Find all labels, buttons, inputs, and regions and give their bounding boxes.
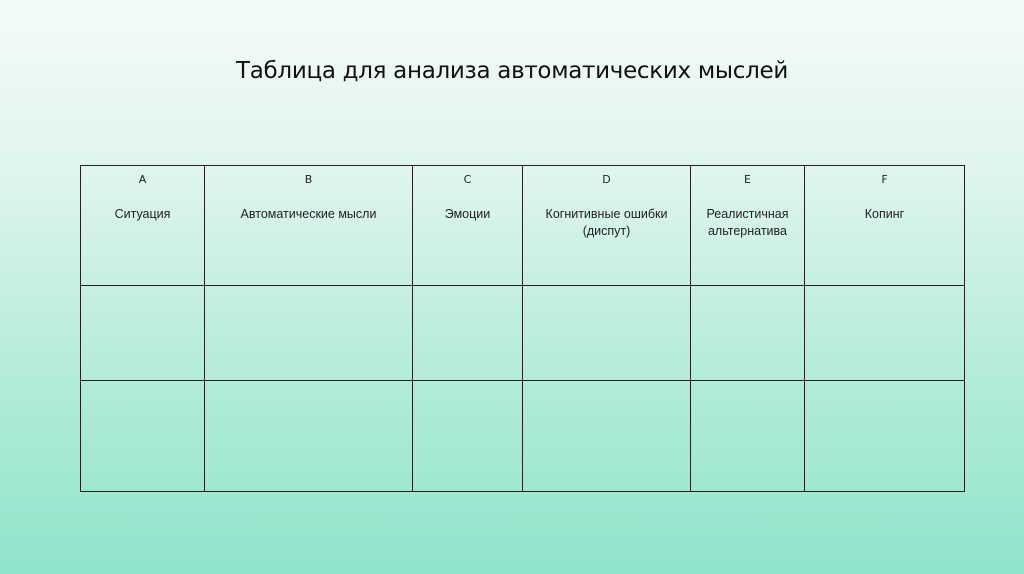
table-header-row (81, 166, 965, 286)
table-cell (523, 286, 691, 381)
table-cell (805, 286, 965, 381)
table-row (81, 381, 965, 492)
table-cell (523, 381, 691, 492)
header-cell-f (805, 166, 965, 286)
table-cell (805, 381, 965, 492)
column-letter: D (602, 173, 611, 186)
header-cell-c (413, 166, 523, 286)
header-cell-a (81, 166, 205, 286)
header-cell-b (205, 166, 413, 286)
column-letter: E (744, 173, 751, 186)
table-row (81, 286, 965, 381)
column-label: Ситуация (114, 207, 171, 221)
column-letter: F (881, 173, 888, 186)
table-cell (413, 286, 523, 381)
header-cell-e (691, 166, 805, 286)
column-letter: B (304, 173, 313, 186)
column-label: Автоматические мысли (240, 207, 377, 221)
column-letter: C (463, 173, 472, 186)
table-cell (691, 286, 805, 381)
table-cell (81, 381, 205, 492)
table-cell (81, 286, 205, 381)
table-cell (691, 381, 805, 492)
column-letter: A (138, 173, 147, 186)
column-label: Эмоции (444, 207, 491, 221)
column-label: Когнитивные ошибки (диспут) (545, 207, 668, 238)
table-cell (205, 381, 413, 492)
thought-analysis-table (80, 165, 965, 492)
column-label: Реалистичная альтернатива (706, 207, 789, 238)
page-title: Таблица для анализа автоматических мыслей (235, 58, 788, 84)
table-cell (205, 286, 413, 381)
header-cell-d (523, 166, 691, 286)
column-label: Копинг (864, 207, 905, 221)
table-cell (413, 381, 523, 492)
